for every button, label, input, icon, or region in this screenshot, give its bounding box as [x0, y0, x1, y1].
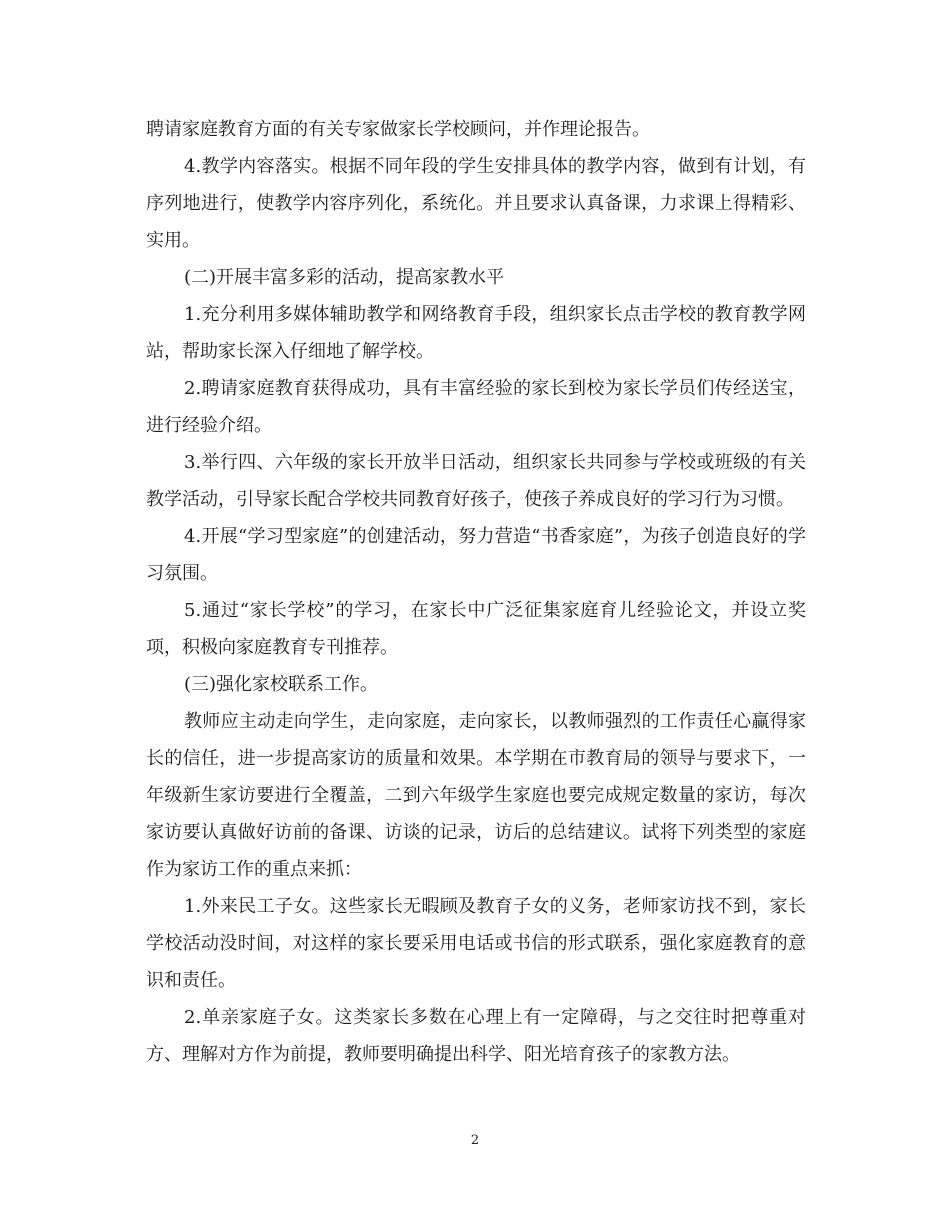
paragraph: 1.外来民工子女。这些家长无暇顾及教育子女的义务，老师家访找不到，家长学校活动没时间，对这样的家长要采用电话或书信的形式联系，强化家庭教育的意识和责任。: [146, 896, 806, 991]
paragraph: 2.单亲家庭子女。这类家长多数在心理上有一定障碍，与之交往时把尊重对方、理解对方作为前提，教师要明确提出科学、阳光培育孩子的家教方法。: [146, 1007, 806, 1065]
body-text: [146, 111, 806, 1073]
paragraph: 3.举行四、六年级的家长开放半日活动，组织家长共同参与学校或班级的有关教学活动，引导家长配合学校共同教育好孩子，使孩子养成良好的学习行为习惯。: [146, 452, 806, 510]
page-number: 2: [470, 1133, 480, 1148]
paragraph: 4.教学内容落实。根据不同年段的学生安排具体的教学内容，做到有计划，有序列地进行，使教学内容序列化，系统化。并且要求认真备课，力求课上得精彩、实用。: [146, 156, 806, 251]
paragraph: 1.充分利用多媒体辅助教学和网络教育手段，组织家长点击学校的教育教学网站，帮助家长深入仔细地了解学校。: [146, 304, 806, 362]
paragraph: 教师应主动走向学生，走向家庭，走向家长，以教师强烈的工作责任心赢得家长的信任，进一步提高家访的质量和效果。本学期在市教育局的领导与要求下，一年级新生家访要进行全覆盖，二到六年级学生家庭也要完成规定数量的家访，每次家访要认真做好访前的备课、访谈的记录，访后的总结建议。试将下列类型的家庭作为家访工作的重点来抓：: [146, 711, 806, 880]
paragraph: 4.开展“学习型家庭”的创建活动，努力营造“书香家庭”，为孩子创造良好的学习氛围。: [146, 526, 806, 584]
paragraph: (二)开展丰富多彩的活动，提高家教水平: [184, 267, 505, 288]
paragraph: 聘请家庭教育方面的有关专家做家长学校顾问，并作理论报告。: [146, 119, 650, 140]
paragraph: 2.聘请家庭教育获得成功，具有丰富经验的家长到校为家长学员们传经送宝，进行经验介绍。: [146, 378, 806, 436]
paragraph: 5.通过“家长学校”的学习，在家长中广泛征集家庭育儿经验论文，并设立奖项，积极向家庭教育专刊推荐。: [146, 600, 806, 658]
paragraph: (三)强化家校联系工作。: [184, 674, 379, 695]
